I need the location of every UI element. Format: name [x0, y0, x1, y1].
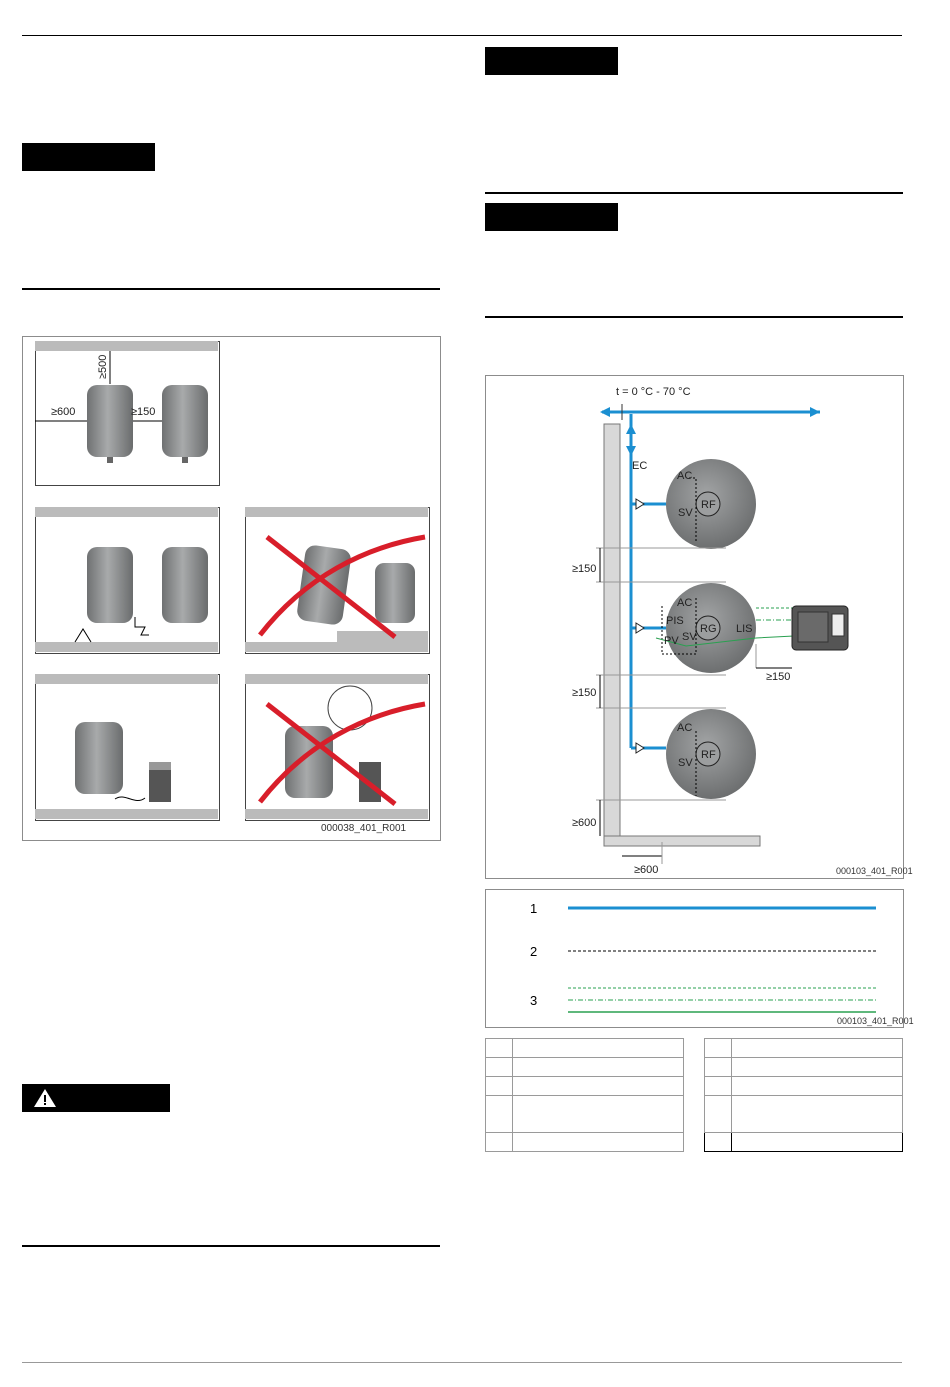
svg-text:≥600: ≥600	[572, 817, 597, 829]
svg-text:≥500: ≥500	[97, 354, 109, 379]
svg-text:AC: AC	[677, 597, 693, 609]
line-legend	[485, 889, 914, 1028]
legend-lines	[486, 890, 903, 1027]
header-rule	[22, 35, 902, 36]
legend-table-left	[485, 1038, 684, 1152]
legend-code: 000103_401_R001	[837, 1016, 914, 1026]
notice-label-box	[22, 143, 155, 171]
svg-text:≥150: ≥150	[131, 406, 156, 418]
svg-text:≥150: ≥150	[572, 687, 597, 699]
room-bottom-left-drawing	[35, 674, 225, 824]
svg-text:≥150: ≥150	[766, 671, 791, 683]
svg-text:SV: SV	[678, 757, 693, 769]
svg-text:RF: RF	[701, 749, 716, 761]
svg-text:PIS: PIS	[666, 615, 684, 627]
installation-figure	[22, 336, 441, 841]
section-rule	[22, 288, 440, 290]
svg-text:≥150: ≥150	[572, 563, 597, 575]
svg-text:LIS: LIS	[736, 623, 753, 635]
svg-text:SV: SV	[678, 507, 693, 519]
svg-text:AC: AC	[677, 470, 693, 482]
piping-diagram	[485, 375, 913, 879]
warning-icon	[32, 1087, 58, 1109]
room-bottom-right-drawing	[245, 674, 435, 824]
dim-top	[93, 347, 113, 383]
section-rule-bottom	[22, 1245, 440, 1247]
svg-text:PV: PV	[664, 635, 679, 647]
room-mid-left-drawing	[35, 507, 225, 657]
dim-between	[131, 403, 171, 419]
legend-table-right	[704, 1038, 903, 1152]
right-rule-1	[485, 192, 903, 194]
room-mid-right-drawing	[245, 507, 435, 657]
svg-text:≥600: ≥600	[51, 406, 76, 418]
legend-num-3: 3	[530, 993, 538, 1008]
footer-rule	[22, 1362, 902, 1363]
svg-text:000103_401_R001: 000103_401_R001	[836, 866, 913, 876]
svg-text:t = 0 °C - 70 °C: t = 0 °C - 70 °C	[616, 386, 691, 398]
svg-text:EC: EC	[632, 460, 648, 472]
figure-code-left: 000038_401_R001	[321, 823, 407, 834]
notice-label-box-right-1	[485, 47, 618, 75]
dim-left	[51, 403, 91, 419]
legend-num-2: 2	[530, 944, 538, 959]
piping-labels	[486, 376, 913, 878]
svg-text:AC: AC	[677, 722, 693, 734]
svg-text:RF: RF	[701, 499, 716, 511]
right-rule-2	[485, 316, 903, 318]
notice-label-box-right-2	[485, 203, 618, 231]
svg-text:≥600: ≥600	[634, 864, 659, 876]
legend-num-1: 1	[530, 901, 538, 916]
svg-text:SV: SV	[682, 631, 697, 643]
svg-text:RG: RG	[700, 623, 717, 635]
